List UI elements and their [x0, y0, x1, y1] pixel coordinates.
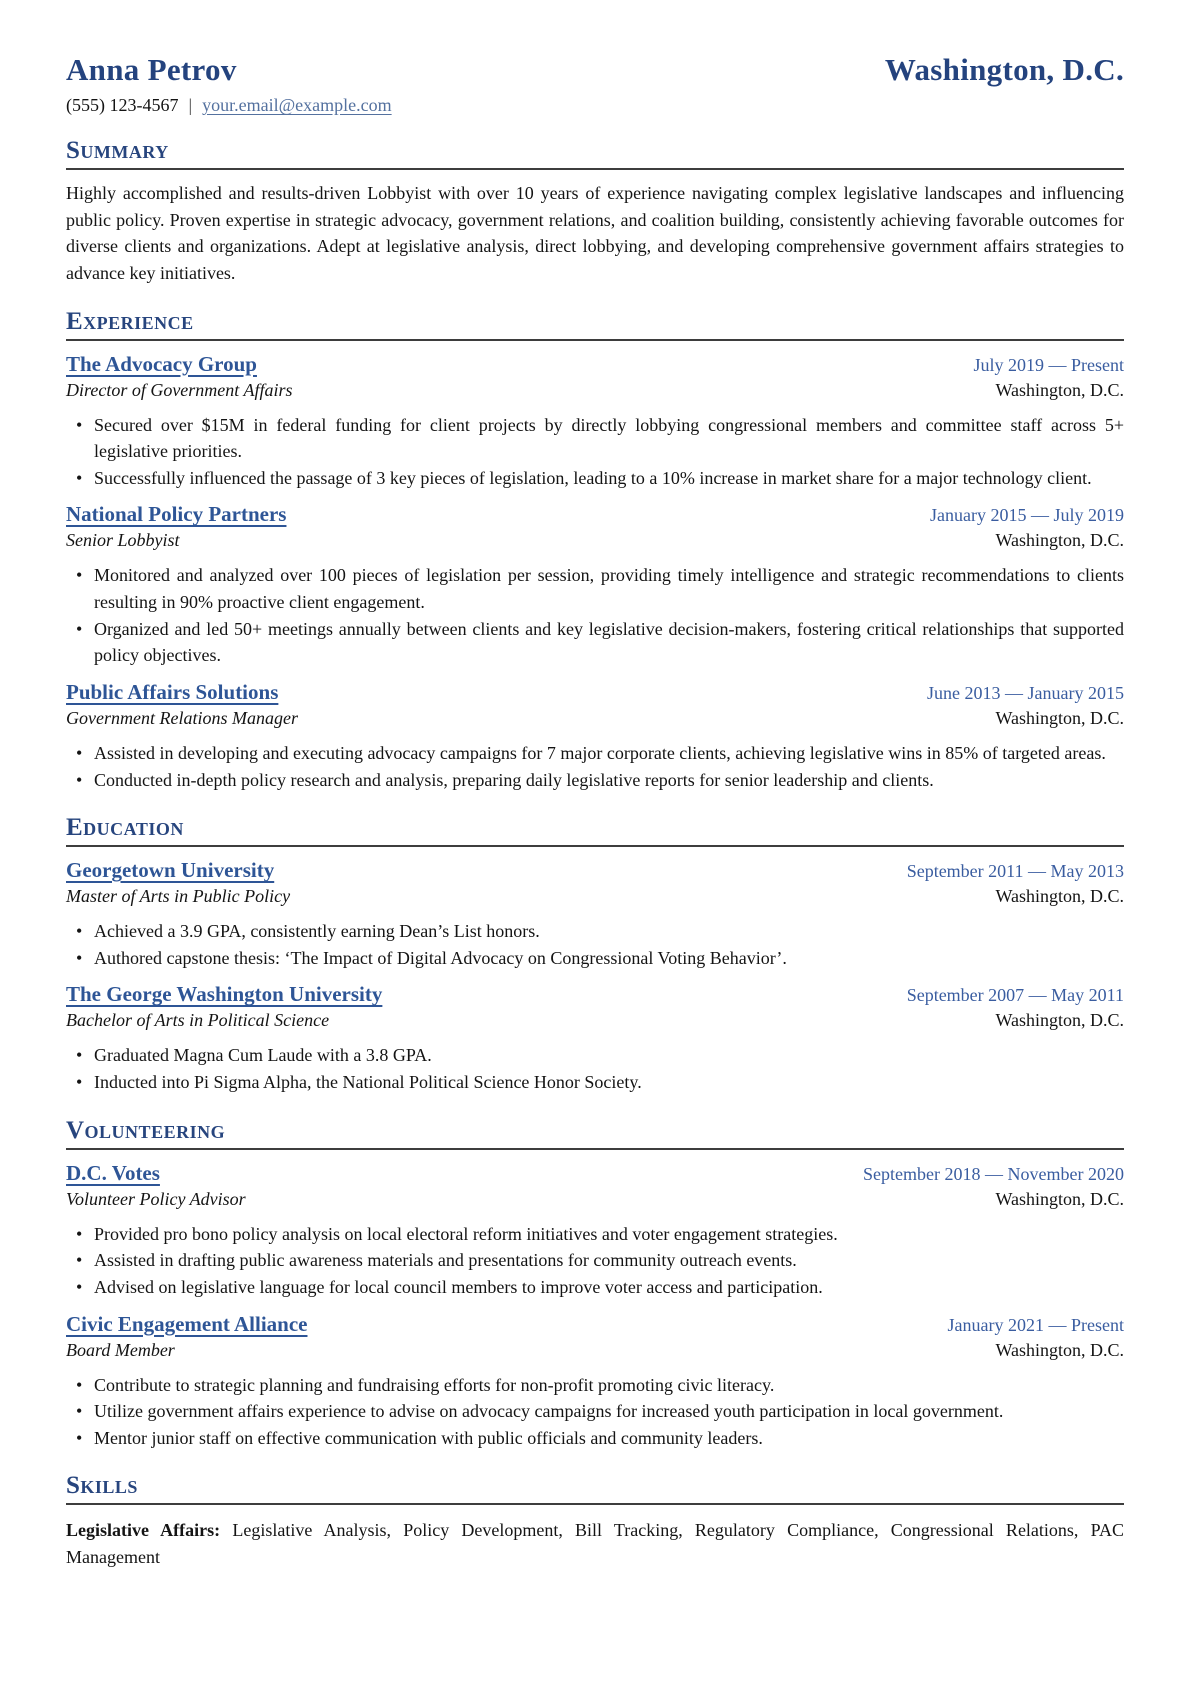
experience-entry [66, 352, 1124, 492]
entry-role: Board Member [66, 1339, 175, 1360]
org-link[interactable]: The Advocacy Group [66, 351, 257, 376]
bullet-list [66, 1221, 1124, 1301]
bullet-item: • Inducted into Pi Sigma Alpha, the National Political Science Honor Society. [94, 1069, 1124, 1096]
entry-head [66, 502, 1124, 527]
org-link[interactable]: National Policy Partners [66, 502, 287, 527]
bullet-item: • Successfully influenced the passage of 3 key pieces of legislation, leading to a 10% increase in market share for a major technology client. [94, 465, 1124, 492]
volunteering-title: Volunteering [66, 1117, 1124, 1150]
entry-role: Senior Lobbyist [66, 530, 180, 551]
entry-sub [66, 1340, 1124, 1361]
volunteering-entry [66, 1312, 1124, 1452]
volunteering-entry [66, 1161, 1124, 1301]
entry-dates: July 2019 — Present [973, 354, 1124, 375]
section-education [66, 814, 1124, 1096]
entry-role: Government Relations Manager [66, 707, 298, 728]
entry-role: Volunteer Policy Advisor [66, 1188, 246, 1209]
candidate-name: Anna Petrov [66, 52, 237, 87]
bullet-item: • Secured over $15M in federal funding for client projects by directly lobbying congressional members and committee staff across 5+ legislative priorities. [94, 412, 1124, 465]
org-link[interactable]: Public Affairs Solutions [66, 679, 279, 704]
entry-role: Director of Government Affairs [66, 379, 293, 400]
entry-sub [66, 380, 1124, 401]
section-skills [66, 1472, 1124, 1570]
org-link[interactable]: The George Washington University [66, 982, 383, 1007]
section-summary [66, 137, 1124, 287]
entry-dates: September 2007 — May 2011 [906, 985, 1124, 1006]
entry-head [66, 680, 1124, 705]
entry-dates: September 2018 — November 2020 [863, 1163, 1124, 1184]
bullet-item: • Conducted in-depth policy research and analysis, preparing daily legislative reports for senior leadership and clients. [94, 767, 1124, 794]
summary-text: Highly accomplished and results-driven Lobbyist with over 10 years of experience navigating complex legislative landscapes and influencing public policy. Proven expertise in strategic advocacy, government relations, and coalition building, consistently achieving favorable outcomes for diverse clients and organizations. Adept at legislative analysis, direct lobbying, and developing comprehensive government affairs strategies to advance key initiatives. [66, 183, 1124, 283]
skills-category-label: Legislative Affairs: [66, 1520, 221, 1541]
entry-sub [66, 708, 1124, 729]
bullet-item: • Provided pro bono policy analysis on local electoral reform initiatives and voter engagement strategies. [94, 1221, 1124, 1248]
entry-location: Washington, D.C. [995, 707, 1124, 728]
bullet-item: • Monitored and analyzed over 100 pieces of legislation per session, providing timely intelligence and strategic recommendations to clients resulting in 90% proactive client engagement. [94, 562, 1124, 615]
section-experience [66, 308, 1124, 794]
bullet-item: • Organized and led 50+ meetings annually between clients and key legislative decision-makers, fostering critical relationships that supported policy objectives. [94, 616, 1124, 669]
entry-head [66, 858, 1124, 883]
bullet-list [66, 412, 1124, 492]
entry-dates: January 2015 — July 2019 [930, 505, 1124, 526]
section-volunteering [66, 1117, 1124, 1452]
entry-role: Bachelor of Arts in Political Science [66, 1010, 330, 1031]
entry-location: Washington, D.C. [995, 886, 1124, 907]
entry-head [66, 1161, 1124, 1186]
entry-dates: June 2013 — January 2015 [927, 682, 1124, 703]
skills-item [66, 1517, 1124, 1570]
entry-head [66, 1312, 1124, 1337]
header [66, 52, 1124, 88]
bullet-item: • Assisted in drafting public awareness materials and presentations for community outreach events. [94, 1247, 1124, 1274]
bullet-item: • Utilize government affairs experience to advise on advocacy campaigns for increased youth participation in local government. [94, 1398, 1124, 1425]
entry-location: Washington, D.C. [995, 379, 1124, 400]
summary-title: Summary [66, 137, 1124, 170]
entry-head [66, 352, 1124, 377]
bullet-item: • Authored capstone thesis: ‘The Impact of Digital Advocacy on Congressional Voting Behavior’. [94, 945, 1124, 972]
entry-dates: September 2011 — May 2013 [906, 861, 1124, 882]
bullet-list [66, 1042, 1124, 1095]
entry-sub [66, 1189, 1124, 1210]
entry-head [66, 982, 1124, 1007]
phone-number: (555) 123-4567 [66, 95, 179, 115]
education-entry [66, 858, 1124, 971]
entry-sub [66, 886, 1124, 907]
bullet-item: • Achieved a 3.9 GPA, consistently earning Dean’s List honors. [94, 918, 1124, 945]
experience-entry [66, 680, 1124, 793]
org-link[interactable]: D.C. Votes [66, 1160, 160, 1185]
entry-location: Washington, D.C. [995, 1010, 1124, 1031]
bullet-list [66, 1372, 1124, 1452]
entry-location: Washington, D.C. [995, 530, 1124, 551]
bullet-list [66, 740, 1124, 793]
bullet-list [66, 562, 1124, 669]
entry-sub [66, 530, 1124, 551]
bullet-item: • Assisted in developing and executing advocacy campaigns for 7 major corporate clients, achieving legislative wins in 85% of targeted areas. [94, 740, 1124, 767]
entry-location: Washington, D.C. [995, 1188, 1124, 1209]
entry-sub [66, 1010, 1124, 1031]
skills-title: Skills [66, 1472, 1124, 1505]
org-link[interactable]: Civic Engagement Alliance [66, 1311, 308, 1336]
bullet-list [66, 918, 1124, 971]
header-location: Washington, D.C. [884, 52, 1124, 87]
experience-title: Experience [66, 308, 1124, 341]
bullet-item: • Graduated Magna Cum Laude with a 3.8 GPA. [94, 1042, 1124, 1069]
org-link[interactable]: Georgetown University [66, 858, 275, 883]
education-title: Education [66, 814, 1124, 847]
skills-list-text: Legislative Analysis, Policy Development, Bill Tracking, Regulatory Compliance, Congressional Relations, PAC Management [66, 1520, 1124, 1567]
education-entry [66, 982, 1124, 1095]
bullet-item: • Contribute to strategic planning and fundraising efforts for non-profit promoting civic literacy. [94, 1372, 1124, 1399]
bullet-item: • Advised on legislative language for local council members to improve voter access and participation. [94, 1274, 1124, 1301]
entry-dates: January 2021 — Present [947, 1314, 1124, 1335]
contact-row [66, 95, 1124, 116]
entry-role: Master of Arts in Public Policy [66, 886, 291, 907]
experience-entry [66, 502, 1124, 669]
contact-separator: | [188, 95, 193, 115]
entry-location: Washington, D.C. [995, 1339, 1124, 1360]
email-link[interactable]: your.email@example.com [202, 95, 392, 115]
bullet-item: • Mentor junior staff on effective communication with public officials and community leaders. [94, 1425, 1124, 1452]
